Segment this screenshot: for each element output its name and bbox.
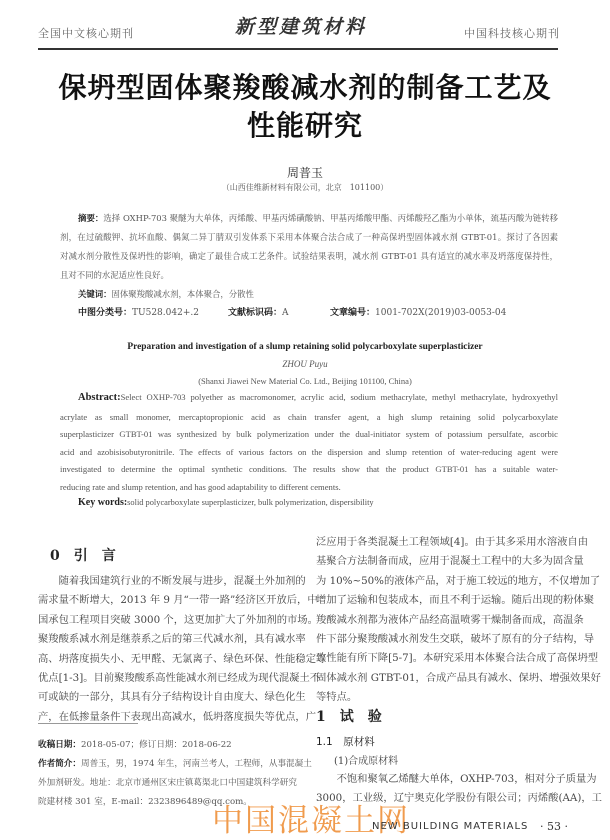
- body-line: 聚羧酸系减水剂是继萘系之后的第三代减水剂，具有减水率: [38, 633, 306, 646]
- en-abstract-line: superplasticizer GTBT-01 was synthesized by bulk polymerization under the dual-initiator system of potassium persulfate, ascorbic: [60, 429, 558, 439]
- en-abstract-line: acrylate as small monomer, mercaptopropionic acid as chain transfer agent, a high slump retaining solid polycarboxylate: [60, 411, 558, 422]
- item-1: (1)合成原材料: [334, 756, 399, 767]
- abstract-zh-line: 且对不同的水泥适应性良好。: [60, 270, 169, 280]
- abstract-zh-label: 摘要：: [78, 213, 104, 223]
- journal-logo: 新型建筑材料: [235, 16, 368, 38]
- body-line: 需求量不断增大，2013 年 9 月“一带一路”经济区开放后，中: [38, 594, 318, 607]
- body-line: 羧酸减水剂都为液体产品经高温喷雾干燥制备而成，高温条: [316, 613, 584, 626]
- section-1-heading: 1 试 验: [316, 709, 382, 725]
- author: 周普玉: [286, 166, 323, 180]
- doc-code: 文献标识码：A: [228, 308, 289, 318]
- author-bio-line: 作者简介：周普玉，男，1974 年生，河南兰考人，工程师，从事混凝土: [38, 759, 312, 769]
- body-line: 高、坍落度损失小、无甲醛、无氯离子、绿色环保、性能稳定等: [38, 652, 327, 665]
- body-line: 3000，工业级，辽宁奥克化学股份有限公司；丙烯酸(AA)，工: [316, 792, 602, 804]
- body-line: 随着我国建筑行业的不断发展与进步，混凝土外加剂的: [38, 575, 306, 587]
- body-line: 优点[1-3]。目前聚羧酸系高性能减水剂已经成为现代混凝土不: [38, 672, 321, 684]
- section-0-heading: 0 引 言: [50, 548, 116, 564]
- en-abstract-line: Abstract:Select OXHP-703 polyether as macromonomer, acrylic acid, sodium methacrylate, methyl methacrylate, hydroxyethyl: [78, 392, 558, 403]
- clc-number: 中图分类号：TU528.042+.2: [78, 308, 199, 318]
- body-line: 件下部分聚羧酸减水剂发生交联，破坏了原有的分子结构，导: [316, 633, 595, 645]
- en-abstract-line: acid and azobisisobutyronitrile. The effects of various factors on the dispersion and slump retention of water-reducing agent were: [60, 446, 558, 457]
- article-number: 文章编号：1001-702X(2019)03-0053-04: [330, 308, 507, 318]
- abstract-zh-line: 摘要：选择 OXHP-703 聚醚为大单体，丙烯酸、甲基丙烯磺酸钠、甲基丙烯酸甲酯、丙烯酸羟乙酯为小单体，巯基丙酸为链转移: [78, 213, 559, 223]
- body-line: 可或缺的一部分，其具有分子结构设计自由度大、绿色化生: [38, 691, 306, 704]
- author-bio-line: 外加剂研发。地址：北京市通州区宋庄镇葛渠北口中国建筑科学研究: [38, 778, 297, 788]
- received-dates: 收稿日期：2018-05-07；修订日期：2018-06-22: [38, 740, 232, 750]
- title-line-2: 性能研究: [246, 109, 363, 142]
- en-abstract-line: investigated to determine the optimal synthetic conditions. The results show that the product GTBT-01 has a suitable water-: [60, 464, 558, 474]
- body-line: 国承包工程项目突破 3000 个，这更加扩大了外加剂的市场。: [38, 613, 318, 626]
- header-left: 全国中文核心期刊: [38, 27, 134, 40]
- footnote-rule: [38, 723, 138, 724]
- body-line: 为 10%~50%的液体产品，对于施工较远的地方，不仅增加了: [316, 574, 601, 587]
- en-author: ZHOU Puyu: [282, 359, 328, 369]
- body-line: 产，在低掺量条件下表现出高减水，低坍落度损失等优点，广: [38, 710, 317, 723]
- body-line: 不饱和聚氧乙烯醚大单体，OXHP-703，相对分子质量为: [316, 773, 597, 785]
- header-right: 中国科技核心期刊: [464, 27, 560, 40]
- abstract-zh-line: 剂，在过硫酸钾、抗坏血酸、偶氮二异丁腈双引发体系下采用本体聚合法合成了一种高保坍型固体减水剂 GTBT-01。探讨了各因素: [60, 232, 558, 242]
- header-rule: [38, 48, 558, 50]
- en-abstract-label: Abstract:: [78, 392, 121, 403]
- body-line: 致性能有所下降[5-7]。本研究采用本体聚合法合成了高保坍型: [316, 652, 599, 665]
- en-title: Preparation and investigation of a slump retaining solid polycarboxylate superplasticizer: [127, 342, 483, 352]
- title-line-1: 保坍型固体聚羧酸减水剂的制备工艺及: [58, 71, 552, 104]
- en-abstract-line: reducing rate and slump retention, and has good adaptability to different cements.: [60, 481, 341, 492]
- page-number: · 53 ·: [540, 820, 568, 833]
- abstract-zh-line: 对减水剂分散性及保坍性的影响，确定了最佳合成工艺条件。试验结果表明，减水剂 GTBT-01 具有适宜的减水率及坍落度保持性，: [60, 251, 558, 261]
- body-line: 增加了运输和包装成本，而且不利于运输。随后出现的粉体聚: [316, 594, 595, 607]
- body-line: 泛应用于各类混凝土工程领域[4]。由于其多采用水溶液自由: [316, 536, 589, 548]
- en-affiliation: (Shanxi Jiawei New Material Co. Ltd., Beijing 101100, China): [198, 376, 412, 386]
- keywords-zh: 关键词：固体聚羧酸减水剂，本体聚合，分散性: [78, 289, 254, 299]
- body-line: 等特点。: [316, 691, 358, 704]
- footer-journal: NEW BUILDING MATERIALS: [372, 821, 529, 832]
- watermark: 中国混凝土网: [212, 803, 410, 839]
- affiliation: （山西佳维新材料有限公司，北京 101100）: [221, 183, 389, 192]
- author-bio-line: 院建材楼 301 室，E-mail：2323896489@qq.com。: [38, 797, 252, 807]
- body-line: 固体减水剂 GTBT-01，合成产品具有减水、保坍、增强效果好: [316, 671, 601, 684]
- subsection-1-1: 1.1 原材料: [316, 736, 375, 748]
- en-keywords: Key words:solid polycarboxylate superplasticizer, bulk polymerization, dispersibility: [78, 497, 374, 508]
- body-line: 基聚合方法制备而成，应用于混凝土工程中的大多为固含量: [316, 555, 584, 568]
